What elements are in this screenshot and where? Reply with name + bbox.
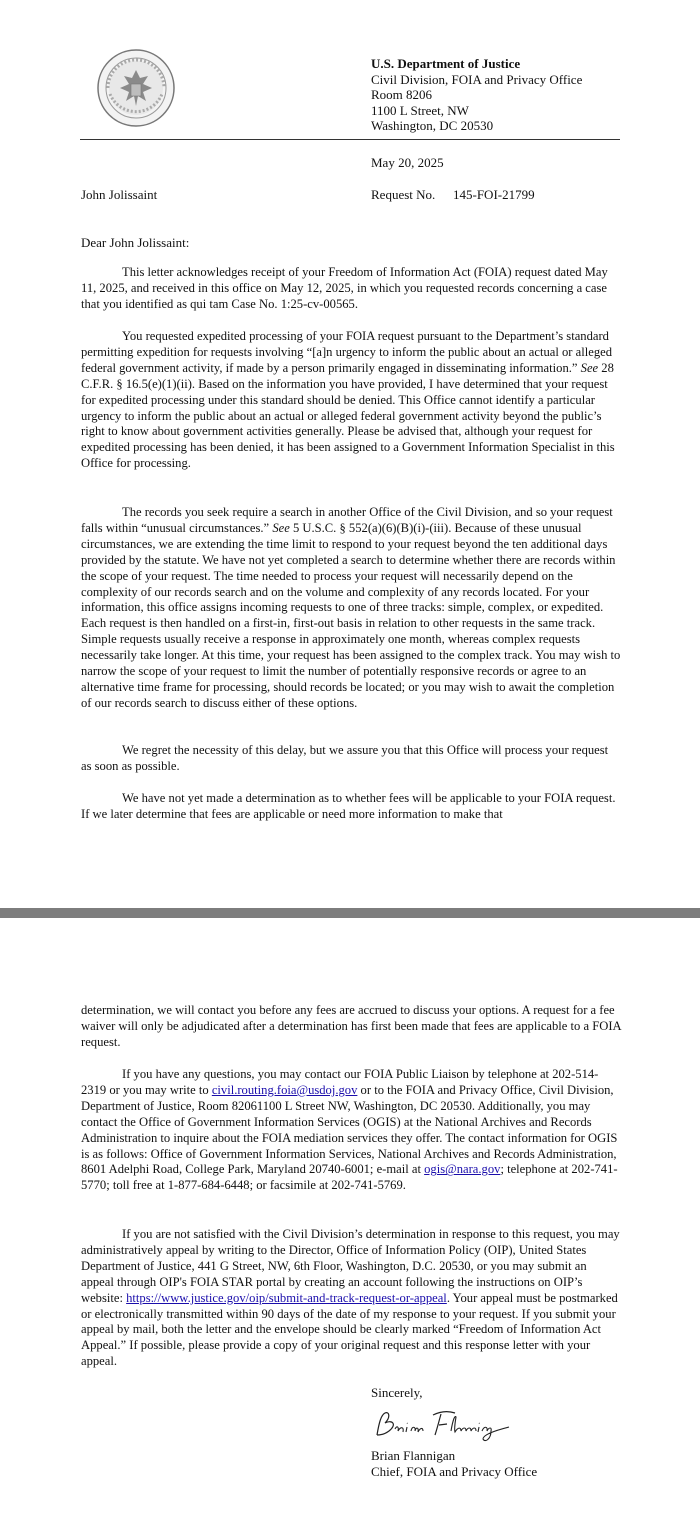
citation-signal: See: [272, 520, 290, 535]
paragraph-fees-continued: determination, we will contact you before any fees are accrued to discuss your options. A request for a fee waiver will only be adjudicated after a determination has first been made that fees are applicable to a FOIA request.: [81, 1003, 621, 1049]
request-number-value: 145-FOI-21799: [453, 187, 535, 202]
signer-block: [371, 1448, 537, 1480]
oip-appeal-link[interactable]: https://www.justice.gov/oip/submit-and-track-request-or-appeal: [126, 1290, 447, 1305]
paragraph-text: . Your appeal must be postmarked or electronically transmitted within 90 days of the date of my response to your request. If you submit your appeal by mail, both the letter and the envelope should be clearly marked “Freedom of Information Act Appeal.” If possible, please provide a copy of your original request and this response letter with your appeal.: [81, 1290, 618, 1369]
letter-date: May 20, 2025: [371, 155, 444, 170]
paragraph-delay-regret: We regret the necessity of this delay, but we assure you that this Office will process your request as soon as possible.: [81, 743, 609, 773]
request-number-label: Request No.: [371, 187, 436, 202]
recipient-name: John Jolissaint: [81, 187, 158, 202]
paragraph-text: 5 U.S.C. § 552(a)(6)(B)(i)-(iii). Because of these unusual circumstances, we are extending the time limit to respond to your request beyond the ten additional days provided by the statute. We have not yet completed a search to determine whether there are records within the scope of your request. The time needed to process your request will necessarily depend on the complexity of our records search and on the volume and complexity of any records located. For your information, this office assigns incoming requests to one of three tracks: simple, complex, or expedited. Each request is then handled on a first-in, first-out basis in relation to other requests in the same track. Simple requests usually receive a response in approximately one month, whereas complex requests necessarily take longer. At this time, your request has been assigned to the complex track. You may wish to narrow the scope of your request to limit the number of potentially responsive records or agree to an alternative time frame for processing, should records be located; or you may wish to await the completion of our records search to discuss either of these options.: [81, 520, 621, 710]
email-link-civil-routing[interactable]: civil.routing.foia@usdoj.gov: [211, 1082, 358, 1097]
email-link-ogis[interactable]: ogis@nara.gov: [424, 1162, 501, 1177]
signer-title: Chief, FOIA and Privacy Office: [371, 1464, 538, 1479]
citation-signal: See: [580, 360, 599, 375]
paragraph-text: or to the FOIA and Privacy Office, Civil Division, Department of Justice, Room 82061100 L Street NW, Washington, DC 20530. Additionally, you may contact the Office of Government Information Services (OGIS) at the National Archives and Records Administration to inquire about the FOIA mediation services they offer. The contact information for OGIS is as follows: Office of Government Information Services, National Archives and Records Administration, 8601 Adelphi Road, College Park, Maryland 20740-6001; e-mail at: [81, 1082, 618, 1177]
handwritten-signature: [371, 1405, 521, 1445]
address-line: 1100 L Street, NW: [371, 102, 469, 118]
paragraph-text: If you are not satisfied with the Civil Division’s determination in response to this request, you may administratively appeal by writing to the Director, Office of Information Policy (OIP), United States Department of Justice, 441 G Street, NW, 6th Floor, Washington, D.C. 20530, or you may submit an appeal through OIP's FOIA STAR portal by creating an account following the instructions on OIP’s website:: [81, 1227, 620, 1305]
paragraph-acknowledgement: This letter acknowledges receipt of your Freedom of Information Act (FOIA) request dated May 11, 2025, and received in this office on May 12, 2025, in which you requested records concerning a case that you identified as qui tam Case No. 1:25-cv-00565.: [81, 265, 608, 311]
paragraph-expedited-processing: [81, 329, 621, 472]
request-number: [371, 187, 535, 203]
signer-name: Brian Flannigan: [371, 1448, 456, 1463]
paragraph-appeal: [81, 1227, 621, 1370]
paragraph-text: ; telephone at 202-741-5770; toll free at 1-877-684-6448; or facsimile at 202-741-5769.: [81, 1162, 618, 1193]
address-line: Room 8206: [371, 87, 433, 103]
page-break: [0, 908, 700, 918]
address-line: Washington, DC 20530: [371, 118, 494, 134]
doj-seal-icon: [96, 48, 176, 128]
address-line: Civil Division, FOIA and Privacy Office: [371, 71, 583, 87]
letterhead-divider: [80, 139, 620, 140]
closing: Sincerely,: [371, 1385, 423, 1400]
paragraph-text: You requested expedited processing of your FOIA request pursuant to the Department’s standard permitting expedition for requests involving “[a]n urgency to inform the public about an actual or alleged federal government activity, if made by a person primarily engaged in disseminating information.”: [81, 329, 612, 375]
paragraph-unusual-circumstances: [81, 505, 621, 712]
paragraph-fees: We have not yet made a determination as to whether fees will be applicable to your FOIA request. If we later determine that fees are applicable or need more information to make that: [81, 791, 616, 821]
paragraph-text: The records you seek require a search in another Office of the Civil Division, and so your request falls within “unusual circumstances.”: [81, 505, 613, 535]
paragraph-text: 28 C.F.R. § 16.5(e)(1)(ii). Based on the information you have provided, I have determined that your request for expedited processing under this standard should be denied. This Office cannot identify a particular urgency to inform the public about an actual or alleged federal government activity beyond the public’s right to know about government activities generally. Please be advised that, although your request for expedited processing has been denied, it has been assigned to a Government Information Specialist in this Office for processing.: [81, 360, 615, 471]
letterhead: [371, 56, 582, 134]
department-name: U.S. Department of Justice: [371, 56, 521, 71]
paragraph-contact: [81, 1067, 621, 1194]
salutation: Dear John Jolissaint:: [81, 235, 190, 250]
paragraph-text: If you have any questions, you may contact our FOIA Public Liaison by telephone at 202-514-2319 or you may write to: [81, 1067, 599, 1097]
